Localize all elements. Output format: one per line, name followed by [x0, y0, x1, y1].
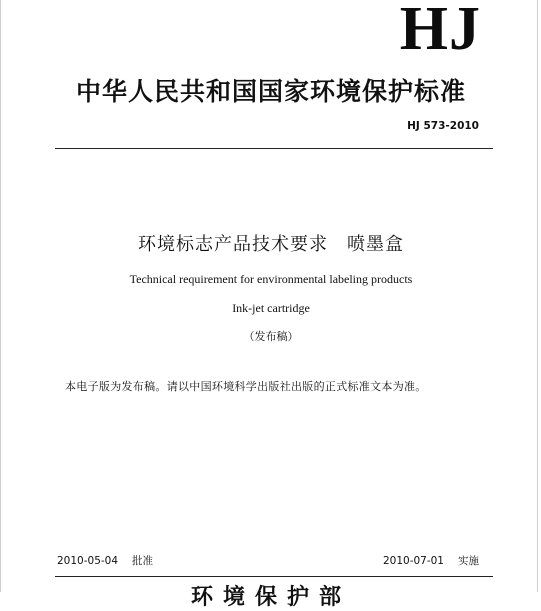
electronic-version-notice: 本电子版为发布稿。请以中国环境科学出版社出版的正式标准文本为准。	[65, 380, 427, 393]
issue-label: 批准	[132, 555, 154, 567]
issue-date-line	[57, 553, 153, 568]
draft-note: （发布稿）	[243, 330, 299, 343]
effective-label: 实施	[458, 555, 479, 567]
bottom-divider	[55, 576, 493, 577]
issue-date: 2010-05-04	[57, 555, 119, 567]
document-title-cn: 环境标志产品技术要求 喷墨盒	[138, 234, 404, 255]
effective-date: 2010-07-01	[382, 555, 444, 567]
standard-category-title: 中华人民共和国国家环境保护标准	[75, 77, 466, 106]
document-title-en: Technical requirement for environmental labeling products	[129, 272, 413, 286]
effective-date-line	[383, 553, 479, 568]
hj-logo: HJ	[399, 0, 481, 63]
issuing-authority: 环境保护部	[190, 585, 351, 610]
document-subtitle-en: Ink-jet cartridge	[232, 301, 310, 315]
standard-number: HJ 573-2010	[407, 120, 479, 132]
top-divider	[55, 148, 493, 149]
